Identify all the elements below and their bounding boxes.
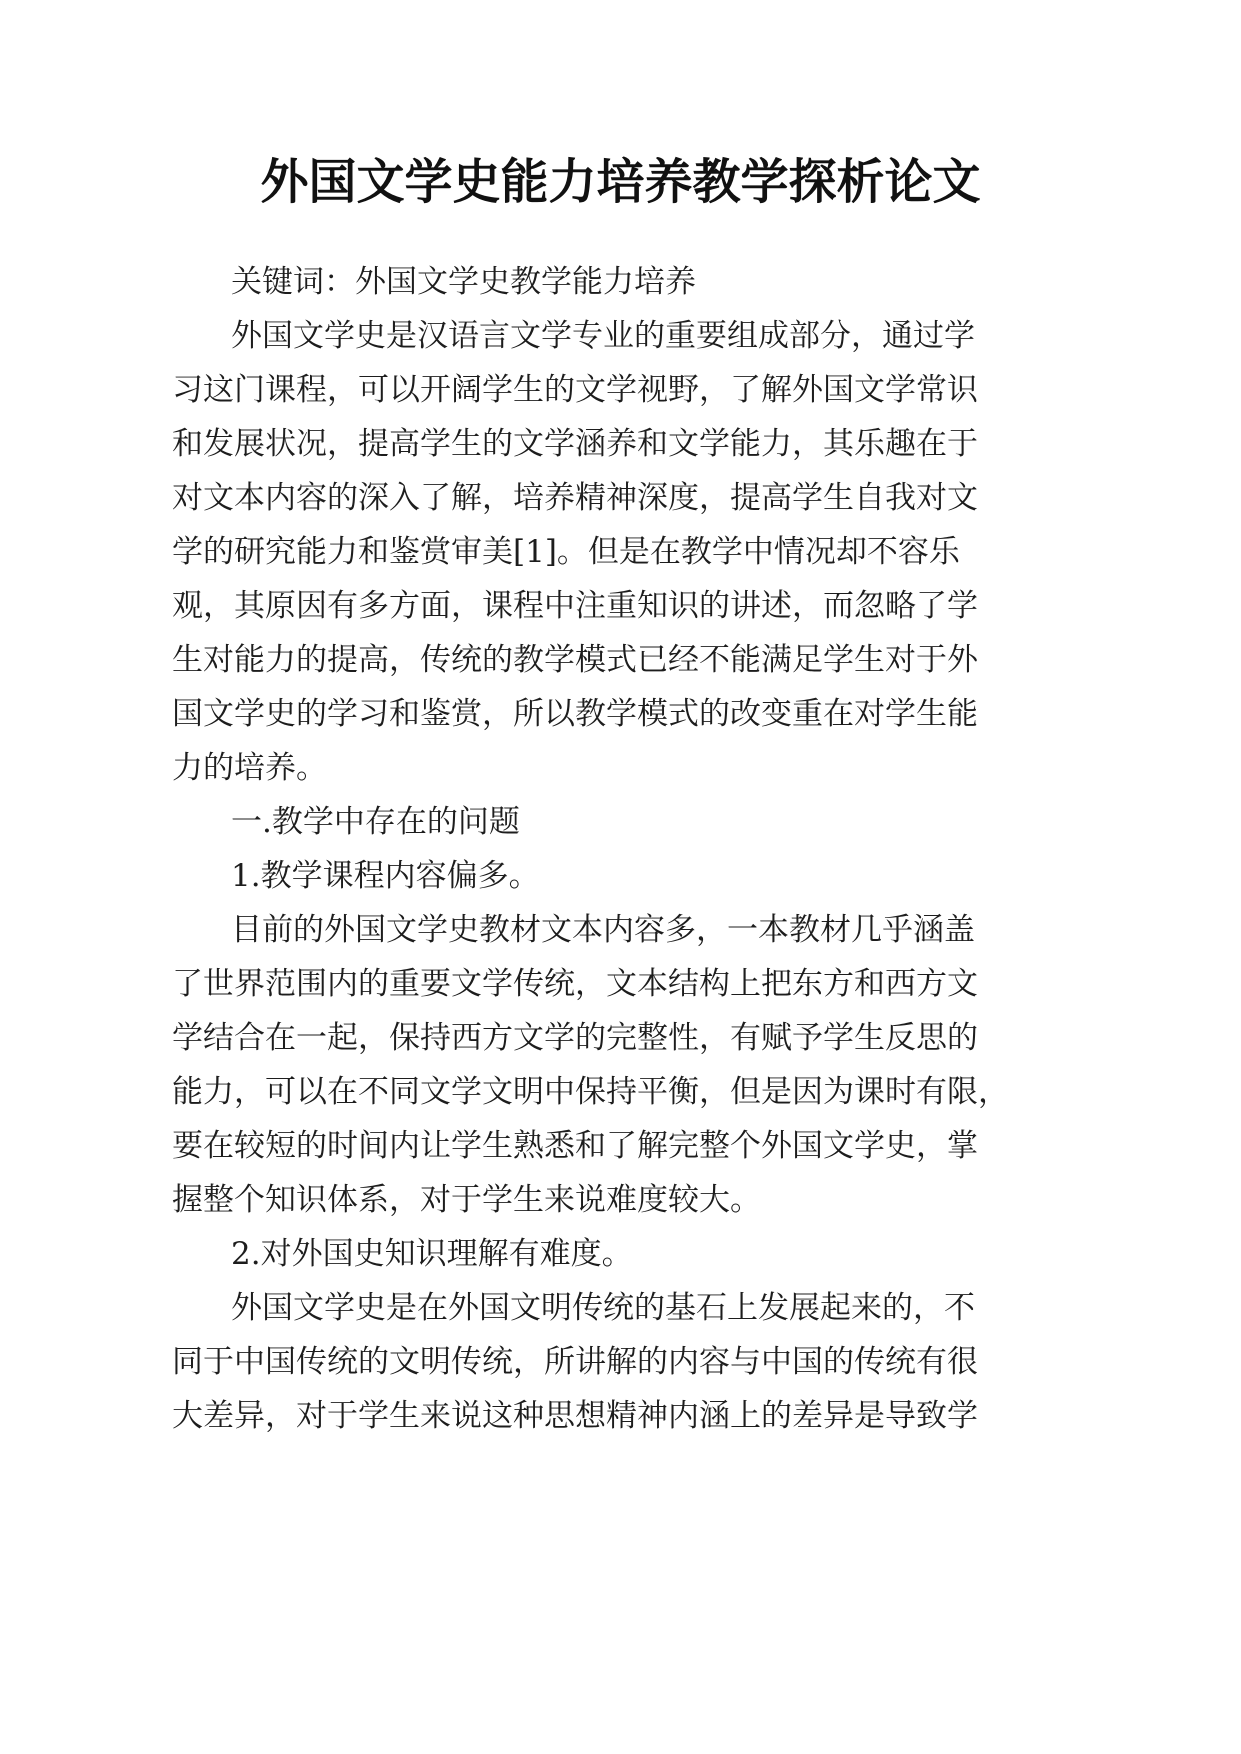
document-title: 外国文学史能力培养教学探析论文 xyxy=(260,154,981,210)
paragraph-1-line-7: 生对能力的提高，传统的教学模式已经不能满足学生对于外 xyxy=(172,642,978,678)
section-heading: 一.教学中存在的问题 xyxy=(231,804,520,840)
paragraph-2-line-2: 了世界范围内的重要文学传统，文本结构上把东方和西方文 xyxy=(172,966,978,1002)
paragraph-1-line-2: 习这门课程，可以开阔学生的文学视野，了解外国文学常识 xyxy=(172,372,978,408)
paragraph-1-line-1: 外国文学史是汉语言文学专业的重要组成部分，通过学 xyxy=(231,318,975,354)
paragraph-1-line-8: 国文学史的学习和鉴赏，所以教学模式的改变重在对学生能 xyxy=(172,696,978,732)
paragraph-1-line-4: 对文本内容的深入了解，培养精神深度，提高学生自我对文 xyxy=(172,480,978,516)
paragraph-2-line-3: 学结合在一起，保持西方文学的完整性，有赋予学生反思的 xyxy=(172,1020,978,1056)
keywords-line: 关键词：外国文学史教学能力培养 xyxy=(231,264,696,300)
paragraph-3-line-1: 外国文学史是在外国文明传统的基石上发展起来的，不 xyxy=(231,1290,975,1326)
subsection-heading-2: 2.对外国史知识理解有难度。 xyxy=(231,1236,633,1272)
paragraph-1-line-3: 和发展状况，提高学生的文学涵养和文学能力，其乐趣在于 xyxy=(172,426,978,462)
paragraph-3-line-2: 同于中国传统的文明传统，所讲解的内容与中国的传统有很 xyxy=(172,1344,978,1380)
paragraph-2-line-4: 能力，可以在不同文学文明中保持平衡，但是因为课时有限， xyxy=(172,1074,1009,1110)
paragraph-1-line-5: 学的研究能力和鉴赏审美[1]。但是在教学中情况却不容乐 xyxy=(172,534,960,570)
paragraph-2-line-6: 握整个知识体系，对于学生来说难度较大。 xyxy=(172,1182,761,1218)
paragraph-2-line-1: 目前的外国文学史教材文本内容多，一本教材几乎涵盖 xyxy=(231,912,975,948)
subsection-heading-1: 1.教学课程内容偏多。 xyxy=(231,858,540,894)
paragraph-2-line-5: 要在较短的时间内让学生熟悉和了解完整个外国文学史，掌 xyxy=(172,1128,978,1164)
paragraph-1-line-6: 观，其原因有多方面，课程中注重知识的讲述，而忽略了学 xyxy=(172,588,978,624)
paragraph-3-line-3: 大差异，对于学生来说这种思想精神内涵上的差异是导致学 xyxy=(172,1398,978,1434)
paragraph-1-line-9: 力的培养。 xyxy=(172,750,327,786)
